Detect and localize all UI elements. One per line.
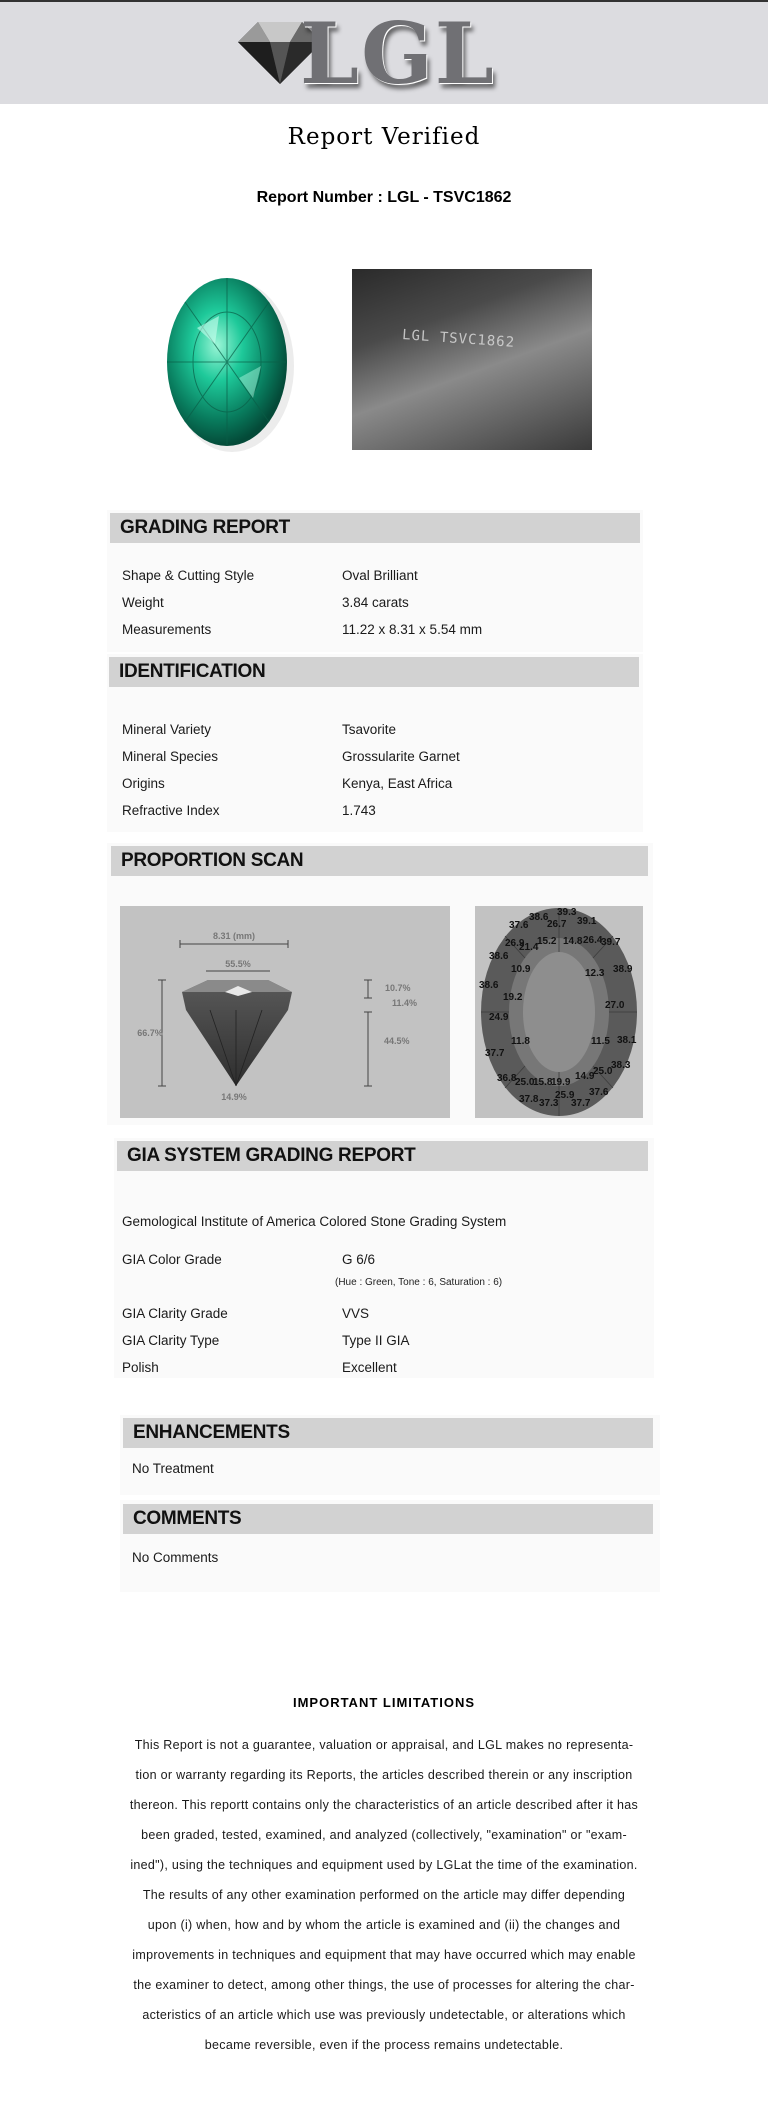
facet-angle: 14.8 — [563, 936, 583, 947]
facet-angle: 15.8 — [533, 1077, 553, 1088]
brand-logo: LGL — [300, 4, 496, 103]
inscription-text: LGL TSVC1862 — [401, 327, 516, 351]
limitations-line: The results of any other examination performed on the article may differ depending — [142, 1888, 626, 1902]
gia-report-heading: GIA SYSTEM GRADING REPORT — [117, 1141, 648, 1171]
limitations-line: been graded, tested, examined, and analyzed (collectively, "examination" or "exam- — [141, 1828, 627, 1842]
girdle-percent-label: 11.4% — [392, 998, 418, 1008]
facet-angle: 21.4 — [519, 942, 539, 953]
gemstone-photo — [135, 268, 325, 458]
gia-color-label: GIA Color Grade — [122, 1252, 222, 1267]
profile-diagram — [120, 906, 450, 1118]
report-number: Report Number : LGL - TSVC1862 — [256, 189, 512, 206]
page-title: Report Verified — [287, 124, 481, 150]
facet-angle: 37.7 — [571, 1098, 591, 1109]
facet-angle: 25.9 — [555, 1090, 575, 1101]
comments-text: No Comments — [132, 1550, 219, 1565]
facet-angle: 10.9 — [511, 964, 531, 975]
facet-angle: 38.1 — [617, 1035, 637, 1046]
identification-heading: IDENTIFICATION — [109, 657, 639, 687]
facet-angle: 39.1 — [577, 916, 597, 927]
shape-value: Oval Brilliant — [342, 568, 418, 583]
limitations-line: acteristics of an article which use was previously undetectable, or alterations which — [142, 2008, 626, 2022]
limitations-line: This Report is not a guarantee, valuation or appraisal, and LGL makes no representa- — [134, 1738, 634, 1752]
facet-angle: 37.6 — [509, 920, 529, 931]
gia-clarity-grade-value: VVS — [342, 1306, 370, 1321]
facet-angle: 14.9 — [575, 1071, 595, 1082]
facet-angle: 19.2 — [503, 992, 523, 1003]
facet-angle: 15.2 — [537, 936, 557, 947]
facet-angle: 37.8 — [519, 1094, 539, 1105]
pavilion-depth-label: 44.5% — [384, 1036, 410, 1046]
limitations-line: upon (i) when, how and by whom the article is examined and (ii) the changes and — [147, 1918, 621, 1932]
crown-height-label: 10.7% — [385, 983, 411, 993]
facet-angle: 38.3 — [611, 1060, 631, 1071]
polish-label: Polish — [122, 1360, 159, 1375]
enhancements-text: No Treatment — [132, 1461, 214, 1476]
weight-label: Weight — [122, 595, 164, 610]
facet-angle: 38.6 — [479, 980, 499, 991]
origins-value: Kenya, East Africa — [342, 776, 453, 791]
facet-angle: 25.0 — [515, 1077, 535, 1088]
facet-angle: 39.7 — [601, 937, 621, 948]
limitations-line: ined"), using the techniques and equipment used by LGLat the time of the examination. — [130, 1858, 638, 1872]
facet-angle: 37.7 — [485, 1048, 505, 1059]
facet-angle: 36.8 — [497, 1073, 517, 1084]
facet-angle: 25.0 — [593, 1066, 613, 1077]
polish-value: Excellent — [342, 1360, 397, 1375]
gia-clarity-type-value: Type II GIA — [342, 1333, 410, 1348]
facet-angle: 37.3 — [539, 1098, 559, 1109]
facet-angle: 39.3 — [557, 907, 577, 918]
facet-angle: 24.9 — [489, 1012, 509, 1023]
gia-color-note: (Hue : Green, Tone : 6, Saturation : 6) — [335, 1277, 503, 1288]
origins-label: Origins — [122, 776, 165, 791]
enhancements-heading: ENHANCEMENTS — [123, 1418, 653, 1448]
width-dimension-label: 8.31 (mm) — [212, 931, 256, 941]
facet-angle: 11.8 — [511, 1036, 530, 1047]
measurements-value: 11.22 x 8.31 x 5.54 mm — [342, 622, 483, 637]
measurements-label: Measurements — [122, 622, 212, 637]
facet-angle: 37.6 — [589, 1087, 609, 1098]
mineral-variety-label: Mineral Variety — [122, 722, 212, 737]
facet-angle: 38.6 — [529, 912, 549, 923]
weight-value: 3.84 carats — [342, 595, 409, 610]
gia-intro-text: Gemological Institute of America Colored Stone Grading System — [122, 1214, 507, 1229]
limitations-line: improvements in techniques and equipment that may have occurred which may enable — [132, 1948, 636, 1962]
facet-angle: 26.4 — [583, 935, 603, 946]
mineral-species-value: Grossularite Garnet — [342, 749, 460, 764]
limitations-line: tion or warranty regarding its Reports, the articles described therein or any inscription — [135, 1768, 633, 1782]
culet-percent-label: 14.9% — [221, 1092, 247, 1102]
grading-report-heading: GRADING REPORT — [110, 513, 640, 543]
shape-label: Shape & Cutting Style — [122, 568, 255, 583]
facet-angle: 27.0 — [605, 1000, 625, 1011]
mineral-variety-value: Tsavorite — [342, 722, 397, 737]
table-percent-label: 55.5% — [225, 959, 251, 969]
limitations-line: became reversible, even if the process remains undetectable. — [204, 2038, 564, 2052]
limitations-line: the examiner to detect, among other things, the use of processes for altering the char- — [133, 1978, 635, 1992]
refractive-index-value: 1.743 — [342, 803, 376, 818]
mineral-species-label: Mineral Species — [122, 749, 219, 764]
limitations-line: thereon. This reportt contains only the characteristics of an article described after it has — [129, 1798, 639, 1812]
gia-color-value: G 6/6 — [342, 1252, 376, 1267]
facet-angle: 26.7 — [547, 919, 567, 930]
facet-angle: 26.9 — [505, 938, 525, 949]
facet-angle: 12.3 — [585, 968, 605, 979]
gia-clarity-grade-label: GIA Clarity Grade — [122, 1306, 228, 1321]
facet-angle: 38.6 — [489, 951, 509, 962]
refractive-index-label: Refractive Index — [122, 803, 220, 818]
laser-inscription-photo — [352, 269, 592, 450]
facet-angle: 38.9 — [613, 964, 633, 975]
depth-percent-label: 66.7% — [137, 1028, 163, 1038]
limitations-heading: IMPORTANT LIMITATIONS — [292, 1695, 476, 1710]
facet-angle-diagram — [475, 906, 643, 1118]
facet-angle: 19.9 — [551, 1077, 571, 1088]
comments-heading: COMMENTS — [123, 1504, 653, 1534]
facet-angle: 11.5 — [591, 1036, 610, 1047]
gia-clarity-type-label: GIA Clarity Type — [122, 1333, 220, 1348]
header-banner — [0, 0, 768, 104]
proportion-scan-heading: PROPORTION SCAN — [111, 846, 648, 876]
